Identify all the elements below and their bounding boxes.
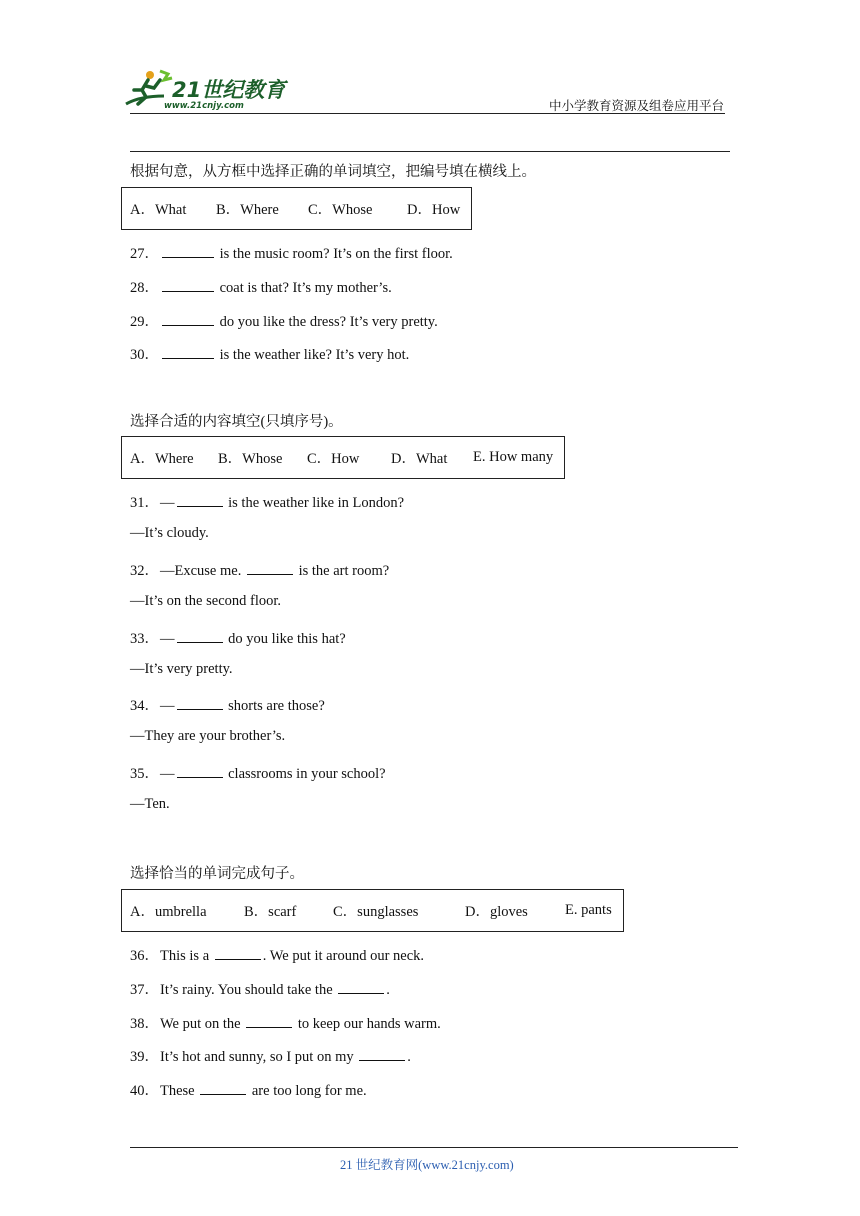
logo-wordmark: 21世纪教育 (172, 78, 286, 102)
answer-blank[interactable] (246, 1015, 292, 1028)
question-32: 32．—Excuse me. is the art room? (130, 563, 390, 579)
question-39: 39．It’s hot and sunny, so I put on my . (130, 1049, 411, 1065)
question-29: 29． do you like the dress? It’s very pretty. (130, 314, 438, 330)
question-38: 38．We put on the to keep our hands warm. (130, 1016, 441, 1032)
answer-blank[interactable] (338, 981, 384, 994)
option: C．sunglasses (333, 904, 419, 920)
answer-blank[interactable] (177, 697, 223, 710)
answer-35: —Ten. (130, 796, 170, 812)
header-divider (130, 113, 725, 114)
question-37: 37．It’s rainy. You should take the . (130, 982, 390, 998)
question-33: 33．— do you like this hat? (130, 631, 346, 647)
answer-blank[interactable] (162, 313, 214, 326)
option: C．Whose (308, 202, 373, 218)
answer-31: —It’s cloudy. (130, 525, 209, 541)
question-30: 30． is the weather like? It’s very hot. (130, 347, 410, 363)
question-36: 36．This is a . We put it around our neck. (130, 948, 425, 964)
option: A．Where (130, 451, 194, 467)
question-40: 40．These are too long for me. (130, 1083, 367, 1099)
section-2-option-box (121, 436, 565, 479)
answer-blank[interactable] (359, 1048, 405, 1061)
question-28: 28． coat is that? It’s my mother’s. (130, 280, 392, 296)
option: A．umbrella (130, 904, 207, 920)
footer-divider (130, 1147, 738, 1148)
question-34: 34．— shorts are those? (130, 698, 325, 714)
option: D．What (391, 451, 448, 467)
section-1-instruction: 根据句意，从方框中选择正确的单词填空，把编号填在横线上。 (130, 164, 536, 180)
section-1-option-box (121, 187, 472, 230)
answer-blank[interactable] (162, 279, 214, 292)
answer-blank[interactable] (177, 765, 223, 778)
answer-34: —They are your brother’s. (130, 728, 286, 744)
question-27: 27． is the music room? It’s on the first floor. (130, 246, 453, 262)
question-35: 35．— classrooms in your school? (130, 766, 386, 782)
site-logo (120, 66, 290, 116)
option: E. How many (473, 449, 554, 465)
answer-33: —It’s very pretty. (130, 661, 233, 677)
option: B．Where (216, 202, 279, 218)
option: B．Whose (218, 451, 283, 467)
answer-blank[interactable] (247, 562, 293, 575)
option: D．How (407, 202, 461, 218)
section-3-option-box (121, 889, 624, 932)
section-divider (130, 151, 730, 152)
site-label: 中小学教育资源及组卷应用平台 (548, 99, 724, 113)
answer-blank[interactable] (215, 947, 261, 960)
answer-blank[interactable] (162, 245, 214, 258)
option: C．How (307, 451, 360, 467)
answer-blank[interactable] (200, 1082, 246, 1095)
question-31: 31．— is the weather like in London? (130, 495, 405, 511)
option: A．What (130, 202, 187, 218)
page-header (120, 66, 724, 114)
footer-link[interactable]: 21 世纪教育网(www.21cnjy.com) (340, 1158, 514, 1172)
option: D．gloves (465, 904, 528, 920)
section-3-instruction: 选择恰当的单词完成句子。 (130, 866, 304, 882)
answer-blank[interactable] (177, 630, 223, 643)
logo-url: www.21cnjy.com (164, 101, 244, 111)
option: E. pants (565, 902, 612, 918)
option: B．scarf (244, 904, 297, 920)
answer-blank[interactable] (177, 494, 223, 507)
answer-32: —It’s on the second floor. (130, 593, 282, 609)
section-2-instruction: 选择合适的内容填空(只填序号)。 (130, 414, 343, 430)
answer-blank[interactable] (162, 346, 214, 359)
